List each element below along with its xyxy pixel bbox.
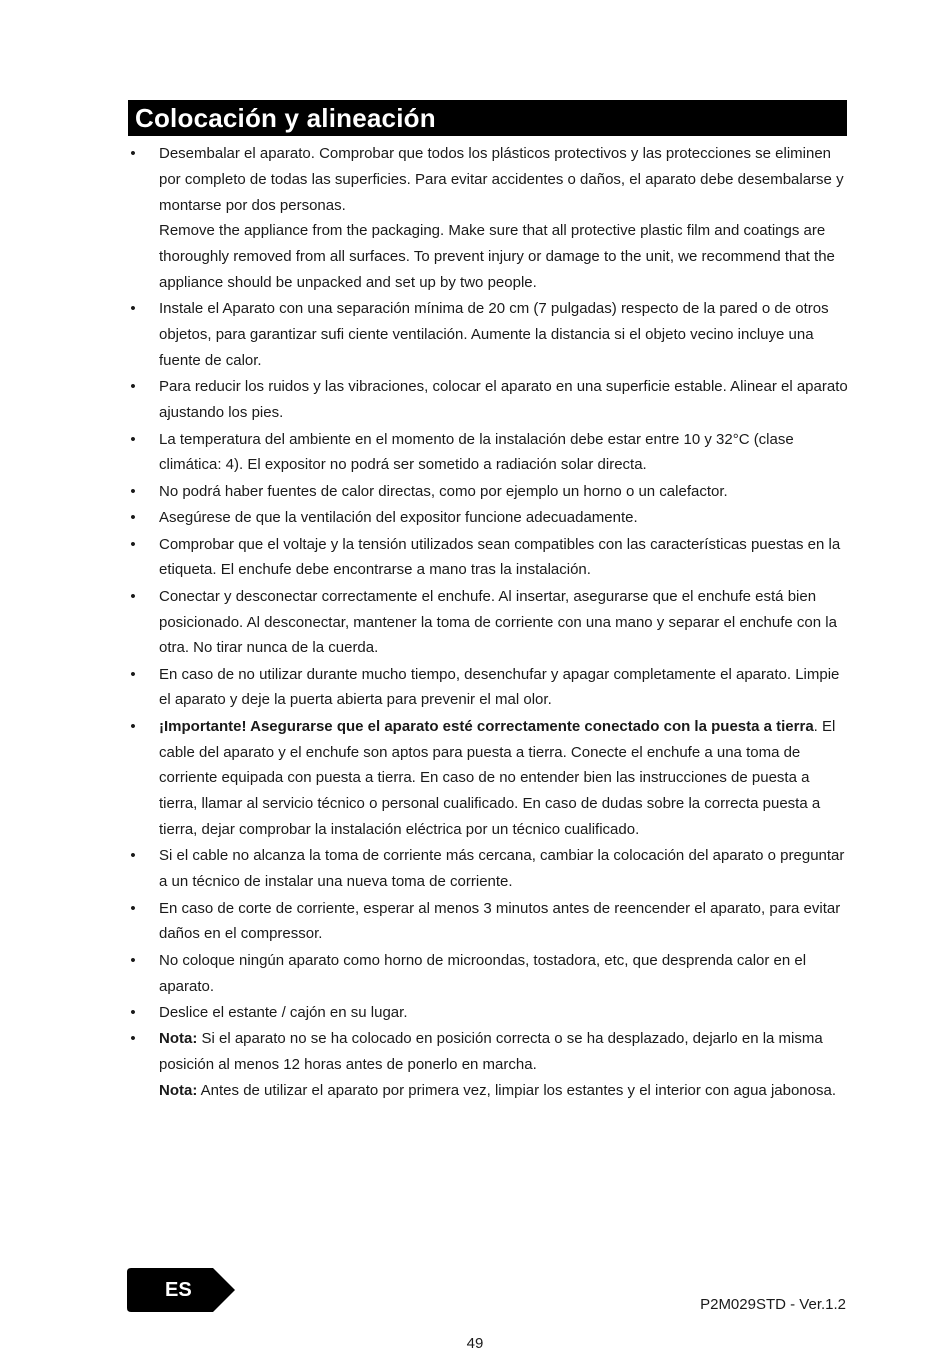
body-text: Instale el Aparato con una separación mínima de 20 cm (7 pulgadas) respecto de la pared o de otros objetos, para garantizar sufi ciente ventilación. Aumente la distancia si el objeto vecino incluye una fuente de calor. xyxy=(159,300,829,369)
list-item-paragraph xyxy=(159,843,848,895)
page-number: 49 xyxy=(466,1335,484,1352)
body-text: Si el cable no alcanza la toma de corriente más cercana, cambiar la colocación del aparato o preguntar a un técnico de instalar una nueva toma de corriente. xyxy=(159,847,845,891)
body-text: No coloque ningún aparato como horno de microondas, tostadora, etc, que desprenda calor en el aparato. xyxy=(159,951,807,995)
language-tab xyxy=(127,1268,235,1312)
body-text: En caso de no utilizar durante mucho tiempo, desenchufar y apagar completamente el aparato. Limpie el aparato y deje la puerta abierta para prevenir el mal olor. xyxy=(159,665,840,709)
list-item xyxy=(128,584,848,661)
list-item xyxy=(128,479,848,505)
list-item xyxy=(128,427,848,479)
instruction-list xyxy=(128,141,848,1104)
list-item xyxy=(128,374,848,426)
list-item-paragraph xyxy=(159,1026,848,1078)
bullet-icon: • xyxy=(130,847,136,865)
language-tab-label: ES xyxy=(165,1279,192,1301)
body-text: Desembalar el aparato. Comprobar que todos los plásticos protectivos y las protecciones se eliminen por completo de todas las superficies. Para evitar accidentes o daños, el aparato debe desembalarse y montarse por dos personas. xyxy=(159,145,844,214)
list-item-paragraph xyxy=(159,218,848,295)
body-text: . El cable del aparato y el enchufe son aptos para puesta a tierra. Conecte el enchufe a una toma de corriente equipada con puesta a tierra. En caso de no entender bien las instrucciones de puesta a tierra, llamar al servicio técnico o personal cualificado. En caso de dudas sobre la correcta puesta a tierra, dejar comprobar la instalación eléctrica por un técnico cualificado. xyxy=(159,717,836,839)
body-text: No podrá haber fuentes de calor directas, como por ejemplo un horno o un calefactor. xyxy=(159,482,728,500)
list-item xyxy=(128,141,848,296)
list-item-paragraph xyxy=(159,714,848,843)
list-item-paragraph xyxy=(159,1000,848,1026)
list-item-paragraph xyxy=(159,584,848,661)
bullet-icon: • xyxy=(130,665,136,683)
bullet-icon: • xyxy=(130,509,136,527)
body-text: Asegúrese de que la ventilación del expositor funcione adecuadamente. xyxy=(159,509,638,527)
body-text: La temperatura del ambiente en el momento de la instalación debe estar entre 10 y 32°C (clase climática: 4). El expositor no podrá ser sometido a radiación solar directa. xyxy=(159,430,794,474)
list-item xyxy=(128,1000,848,1026)
bullet-icon: • xyxy=(130,899,136,917)
list-item-paragraph xyxy=(159,296,848,373)
list-item xyxy=(128,843,848,895)
emphasis-text: ¡Importante! Asegurarse que el aparato esté correctamente conectado con la puesta a tierra xyxy=(159,717,814,735)
bullet-icon: • xyxy=(130,1030,136,1048)
list-item-paragraph xyxy=(159,1078,848,1104)
bullet-icon: • xyxy=(130,378,136,396)
list-item xyxy=(128,662,848,714)
emphasis-text: Nota: xyxy=(159,1030,198,1048)
list-item xyxy=(128,948,848,1000)
bullet-icon: • xyxy=(130,430,136,448)
list-item-paragraph xyxy=(159,505,848,531)
body-text: Comprobar que el voltaje y la tensión utilizados sean compatibles con las características puestas en la etiqueta. El enchufe debe encontrarse a mano tras la instalación. xyxy=(159,535,841,579)
bullet-icon: • xyxy=(130,145,136,162)
body-text: Para reducir los ruidos y las vibraciones, colocar el aparato en una superficie estable. Alinear el aparato ajustando los pies. xyxy=(159,378,848,422)
list-item xyxy=(128,714,848,843)
list-item-paragraph xyxy=(159,532,848,584)
list-item-paragraph xyxy=(159,141,848,218)
list-item xyxy=(128,896,848,948)
body-text: En caso de corte de corriente, esperar al menos 3 minutos antes de reencender el aparato, para evitar daños en el compressor. xyxy=(159,899,841,943)
list-item-paragraph xyxy=(159,427,848,479)
body-text: Antes de utilizar el aparato por primera vez, limpiar los estantes y el interior con agua jabonosa. xyxy=(197,1082,836,1099)
section-title: Colocación y alineación xyxy=(135,103,436,133)
body-text: Si el aparato no se ha colocado en posición correcta o se ha desplazado, dejarlo en la misma posición al menos 12 horas antes de ponerlo en marcha. xyxy=(159,1030,823,1074)
emphasis-text: Nota: xyxy=(159,1082,198,1099)
bullet-icon: • xyxy=(130,951,136,969)
bullet-icon: • xyxy=(130,1004,136,1022)
section-heading-bar xyxy=(128,100,847,136)
body-text: Remove the appliance from the packaging. Make sure that all protective plastic film and coatings are thoroughly removed from all surfaces. To prevent injury or damage to the unit, we recommend that the appliance should be unpacked and set up by two people. xyxy=(159,222,835,291)
list-item-paragraph xyxy=(159,948,848,1000)
body-text: Conectar y desconectar correctamente el enchufe. Al insertar, asegurarse que el enchufe está bien posicionado. Al desconectar, mantener la toma de corriente con una mano y separar el enchufe con la otra. No tirar nunca de la cuerda. xyxy=(159,587,837,657)
list-item-paragraph xyxy=(159,479,848,505)
body-text: Deslice el estante / cajón en su lugar. xyxy=(159,1004,408,1022)
list-item xyxy=(128,532,848,584)
list-item-paragraph xyxy=(159,662,848,714)
list-item-paragraph xyxy=(159,374,848,426)
list-item-paragraph xyxy=(159,896,848,948)
bullet-icon: • xyxy=(130,482,136,500)
list-item xyxy=(128,296,848,373)
bullet-icon: • xyxy=(130,300,136,318)
model-version: P2M029STD - Ver.1.2 xyxy=(700,1296,846,1313)
bullet-icon: • xyxy=(130,587,136,605)
list-item xyxy=(128,505,848,531)
bullet-icon: • xyxy=(130,717,136,735)
bullet-icon: • xyxy=(130,535,136,553)
list-item xyxy=(128,1026,848,1103)
